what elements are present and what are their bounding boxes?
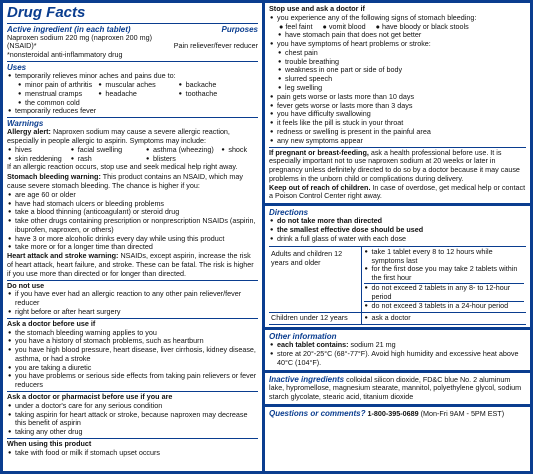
questions-header: Questions or comments? (269, 408, 366, 418)
list-item: ● are age 60 or older (7, 191, 258, 200)
active-line1: Naproxen sodium 220 mg (naproxen 200 mg) (7, 32, 153, 42)
dosage-table (269, 246, 526, 325)
inactive-box (265, 373, 530, 404)
list-item: ● take a blood thinning (anticoagulant) or steroid drug (7, 208, 258, 217)
keep-out-text: In case of overdose, get medical help or contact a Poison Control Center right away. (269, 182, 526, 201)
when-using-list (7, 449, 258, 458)
active-ingredient-header: Active ingredient (in each tablet) (7, 24, 131, 34)
list-item: ● chest pain (269, 49, 526, 58)
stomach-text: This product contains an NSAID, which may cause severe stomach bleeding. The chance is higher if you: (7, 172, 243, 190)
list-item: ● slurred speech (269, 75, 526, 84)
purposes-header: Purposes (221, 24, 258, 34)
list-item: ● drink a full glass of water with each dose (269, 235, 526, 244)
list-item: ● do not take more than directed (269, 217, 526, 226)
list-item: ● store at 20°-25°C (68°-77°F). Avoid high humidity and excessive heat above 40°C (104°F). (269, 350, 526, 368)
other-info-header: Other information (269, 331, 337, 341)
heart-text: NSAIDs, except aspirin, increase the risk of heart attack, heart failure, and stroke. These can be fatal. The risk is higher if you use more than directed or for longer than directed. (7, 251, 254, 278)
stomach-list (7, 191, 258, 252)
page-title: Drug Facts (7, 4, 86, 21)
list-item: ● leg swelling (269, 84, 526, 93)
ask-doctor-header: Ask a doctor before use if (7, 318, 96, 328)
list-item: ● menstrual cramps (17, 90, 97, 99)
list-item: ● the stomach bleeding warning applies to you (7, 329, 258, 338)
list-item: ● skin reddening (7, 155, 70, 164)
ask-pharmacist-header: Ask a doctor or pharmacist before use if you are (7, 391, 173, 401)
list-item: ● toothache (178, 90, 258, 99)
ask-pharmacist-list (7, 402, 258, 437)
list-item: ● if you have ever had an allergic reaction to any other pain reliever/fever reducer (7, 290, 258, 308)
list-item: ● under a doctor's care for any serious condition (7, 402, 258, 411)
main-left-box (3, 3, 262, 471)
list-item: ● fever gets worse or lasts more than 3 days (269, 102, 526, 111)
list-item: ● trouble breathing (269, 58, 526, 67)
list-item: ● headache (97, 90, 177, 99)
purpose-text: Pain reliever/fever reducer (173, 41, 258, 51)
warnings-header: Warnings (7, 119, 44, 129)
keep-out-warning (269, 184, 526, 202)
stomach-warning (7, 173, 258, 191)
stomach-label: Stomach bleeding warning: (7, 172, 101, 182)
do-not-use-list (7, 290, 258, 316)
table-row (269, 313, 526, 325)
list-item: ● you have symptoms of heart problems or stroke: (269, 40, 526, 49)
list-item: ● pain gets worse or lasts more than 10 days (269, 93, 526, 102)
table-row (269, 246, 526, 312)
stop-use-header: Stop use and ask a doctor if (269, 4, 365, 13)
list-item: ● weakness in one part or side of body (269, 66, 526, 75)
allergy-label: Allergy alert: (7, 127, 51, 137)
stop-use-list-3 (269, 93, 526, 146)
list-item: ● you have difficulty swallowing (269, 110, 526, 119)
list-item: ● taking any other drug (7, 428, 258, 437)
list-item: ● backache (178, 81, 258, 90)
list-item: ● you have high blood pressure, heart disease, liver cirrhosis, kidney disease, asthma, or had a stroke (7, 346, 258, 364)
directions-list-2 (269, 235, 526, 244)
list-item: ● redness or swelling is present in the painful area (269, 128, 526, 137)
list-item: ● have stomach pain that does not get better (269, 31, 526, 40)
other-info-list (269, 341, 526, 367)
list-item: ● ask a doctor (364, 314, 525, 323)
list-item: ● do not exceed 2 tablets in any 8- to 12-hour period (364, 283, 525, 302)
directions-box (265, 206, 530, 327)
list-item: ● feel faint (279, 21, 313, 31)
pregnancy-text: ask a health professional before use. It is especially important not to use naproxen sodium at 20 weeks or later in pregnancy unless definitely directed to do so by a doctor because it may cause problems in the unborn child or complications during delivery. (269, 147, 520, 183)
child-label: Children under 12 years (269, 313, 361, 325)
adult-dosage (361, 246, 526, 312)
list-item: ● right before or after heart surgery (7, 308, 258, 317)
list-item: ● have had stomach ulcers or bleeding problems (7, 200, 258, 209)
uses-header: Uses (7, 63, 27, 73)
list-item: ● muscular aches (97, 81, 177, 90)
uses-list-2 (7, 107, 258, 116)
list-item: ● vomit blood (322, 21, 366, 31)
directions-header: Directions (269, 208, 309, 218)
questions-line (269, 409, 526, 419)
contact-hours: (Mon-Fri 9AM - 5PM EST) (420, 408, 505, 418)
list-item: ● take with food or milk if stomach upset occurs (7, 449, 258, 458)
list-item: ● minor pain of arthritis (17, 81, 97, 90)
stop-use-box (265, 3, 530, 203)
pregnancy-label: If pregnant or breast-feeding, (269, 147, 369, 157)
allergy-after: If an allergic reaction occurs, stop use and seek medical help right away. (7, 162, 238, 172)
other-info-box (265, 330, 530, 370)
phone-number: 1-800-395-0689 (367, 408, 419, 418)
when-using-header: When using this product (7, 438, 92, 448)
directions-list (269, 217, 526, 235)
list-item: ● facial swelling (70, 146, 145, 155)
heart-label: Heart attack and stroke warning: (7, 251, 119, 261)
allergy-symptoms (7, 146, 258, 164)
do-not-use-header: Do not use (7, 280, 45, 290)
list-item: ● take more or for a longer time than directed (7, 243, 258, 252)
list-item: ● you are taking a diuretic (7, 364, 258, 373)
allergy-text: Naproxen sodium may cause a severe allergic reaction, especially in people allergic to aspirin. Symptoms may include: (7, 127, 230, 146)
list-item: ● temporarily relieves minor aches and pains due to: (7, 72, 258, 81)
heart-symptoms (269, 49, 526, 93)
inactive-text: colloidal silicon dioxide, FD&C blue No. 2 aluminum lake, hypromellose, magnesium stearate, mannitol, polyethylene glycol, sodium starch glycolate, stearic acid, titanium dioxide (269, 374, 522, 402)
list-item: ● the smallest effective dose should be used (269, 226, 526, 235)
list-item: ● any new symptoms appear (269, 137, 526, 146)
keep-out-label: Keep out of reach of children. (269, 182, 371, 192)
adult-label: Adults and children 12 years and older (269, 246, 361, 312)
list-item: ● the common cold (17, 99, 97, 108)
heart-warning (7, 252, 258, 278)
right-column (265, 3, 530, 471)
list-item: ● you experience any of the following signs of stomach bleeding: (269, 14, 526, 23)
list-item: ● each tablet contains: sodium 21 mg (269, 341, 526, 350)
active-line2: (NSAID)* (7, 41, 37, 51)
list-item: ● for the first dose you may take 2 tablets within the first hour (364, 265, 525, 283)
inactive-header: Inactive ingredients (269, 374, 345, 384)
ask-doctor-list (7, 329, 258, 390)
list-item: ● take 1 tablet every 8 to 12 hours while symptoms last (364, 248, 525, 266)
stop-use-list (269, 14, 526, 23)
list-item: ● rash (70, 155, 145, 164)
list-item: ● do not exceed 3 tablets in a 24-hour period (364, 301, 525, 311)
pregnancy-warning (269, 149, 526, 184)
nsaid-footnote: *nonsteroidal anti-inflammatory drug (7, 50, 123, 60)
list-item: ● you have a history of stomach problems, such as heartburn (7, 337, 258, 346)
list-item: ● have bloody or black stools (375, 21, 469, 31)
list-item: ● asthma (wheezing) (145, 146, 220, 155)
list-item: ● have 3 or more alcoholic drinks every day while using this product (7, 235, 258, 244)
questions-box (265, 407, 530, 471)
child-dosage (361, 313, 526, 325)
uses-sub-list (7, 81, 258, 107)
list-item: ● shock (220, 146, 258, 155)
list-item: ● take other drugs containing prescription or nonprescription NSAIDs (aspirin, ibuprofen, naproxen, or others) (7, 217, 258, 235)
inactive-ingredients (269, 375, 526, 402)
list-item: ● you have problems or serious side effects from taking pain relievers or fever reducers (7, 372, 258, 390)
list-item: ● temporarily reduces fever (7, 107, 258, 116)
list-item: ● blisters (145, 155, 220, 164)
allergy-alert (7, 128, 258, 146)
left-column (3, 3, 262, 471)
list-item: ● taking aspirin for heart attack or stroke, because naproxen may decrease this benefit of aspirin (7, 411, 258, 429)
list-item: ● it feels like the pill is stuck in your throat (269, 119, 526, 128)
list-item: ● hives (7, 146, 70, 155)
